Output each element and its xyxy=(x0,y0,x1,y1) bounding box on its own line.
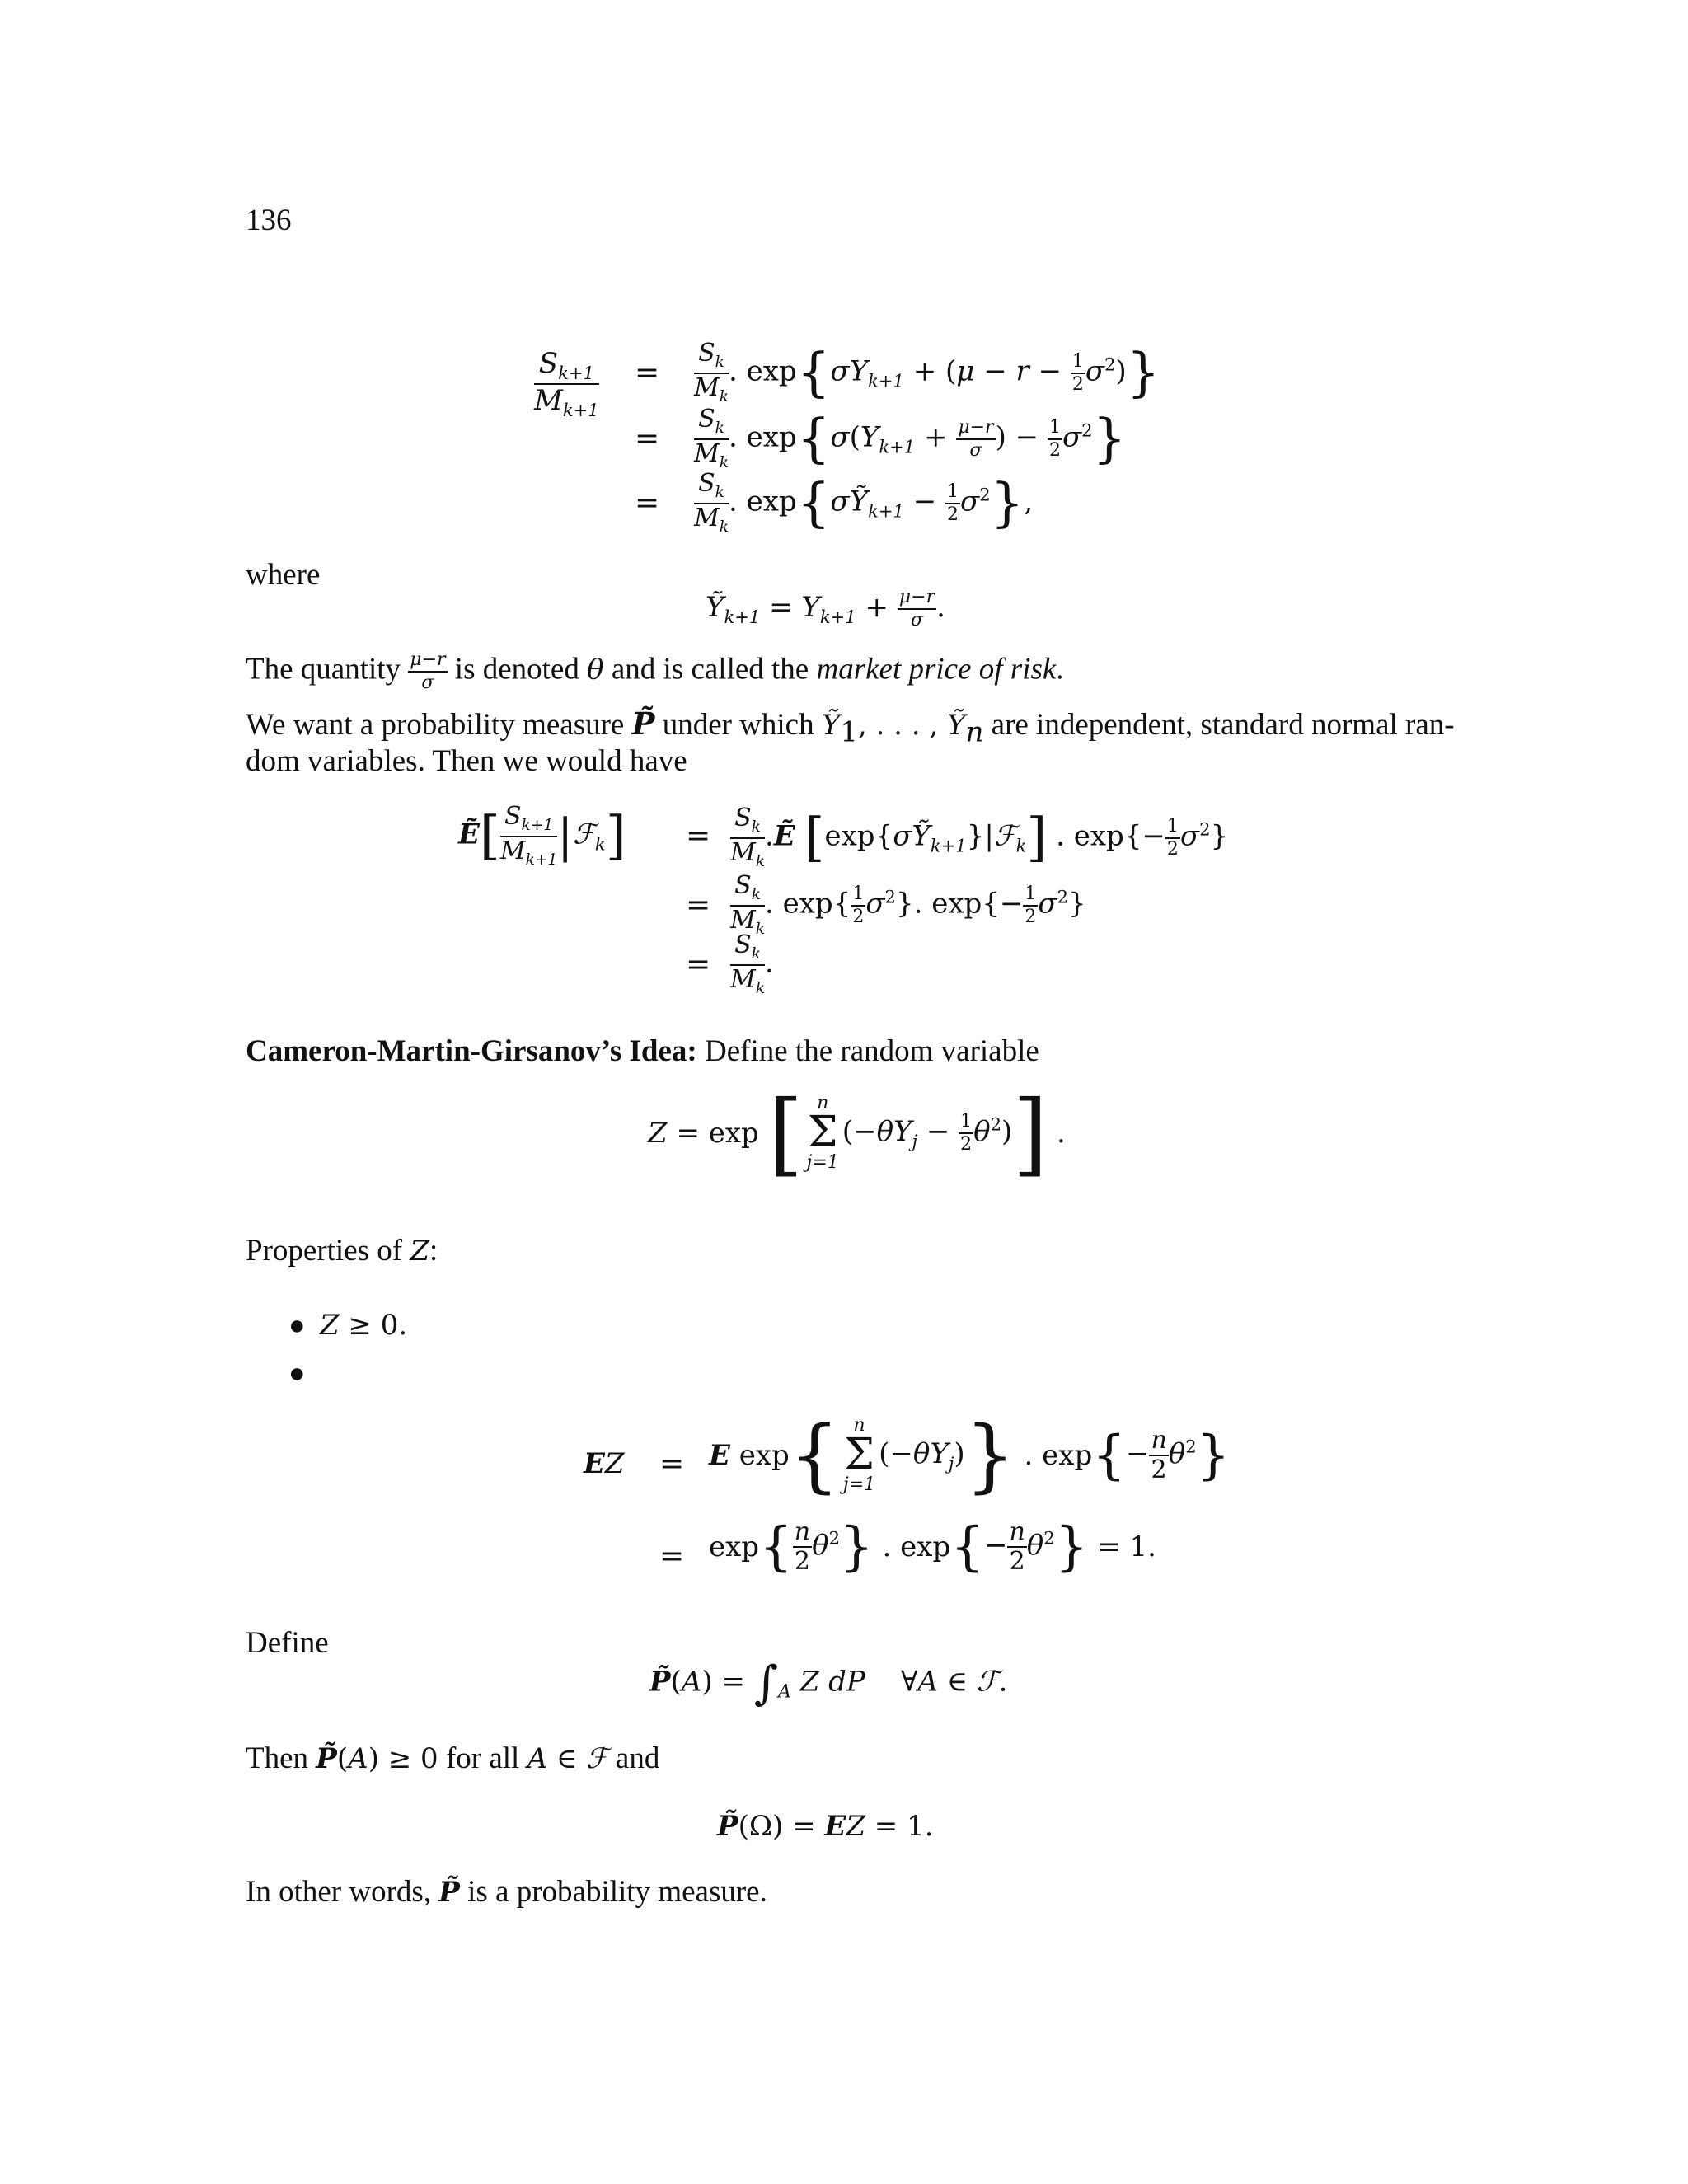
text-fragment: Properties of xyxy=(246,1234,403,1268)
equation-p-tilde-definition: P̃(A) = $\int_A$ Z dP ∀A ∈ ℱ. xyxy=(649,1657,1008,1710)
eq3-line2: exp{ $\frac{n}{2}$ $\theta^2$} . exp{− $\frac{n}{2}$ $\theta^2\} = 1$. xyxy=(709,1516,1156,1577)
market-price-of-risk-sentence: The quantity $\frac{\mu-r}{\sigma}$ is denoted θ and is called the market price of risk. xyxy=(246,649,1064,693)
equals-sign: = xyxy=(635,356,660,390)
term-market-price-of-risk: market price of risk xyxy=(816,652,1057,687)
text-fragment: are independent, standard normal ran- xyxy=(991,708,1455,742)
eq2-line2: $\frac{S_k}{M_k}$ . exp{ $\frac{1}{2}$ $\sigma^2$}. exp{− $\frac{1}{2}$ $\sigma^2$} xyxy=(730,871,1086,938)
equals-sign: = xyxy=(659,1540,685,1573)
text-fragment: Then xyxy=(246,1741,309,1775)
eq1-line1: $\frac{S_k}{M_k}$ . $\exp\{\sigma Y_{k+1} + (\mu - r$ − $\frac{1}{2}$ $\sigma^2$)} xyxy=(694,339,1160,405)
equals-sign: = xyxy=(635,486,660,520)
eq1-line3: $\frac{S_k}{M_k}$ . exp{σỸ$_{k+1}$ − $\frac{1}{2}$ $\sigma^2$}, xyxy=(694,469,1034,536)
then-line: Then P̃(A) ≥ 0 for all A ∈ ℱ and xyxy=(246,1741,660,1775)
equals-sign: = xyxy=(635,422,660,456)
where-label: where xyxy=(246,558,321,592)
text-fragment: for all xyxy=(445,1741,520,1775)
page-number: 136 xyxy=(246,204,292,237)
equals-sign: = xyxy=(686,819,711,853)
eq1-line2: $\frac{S_k}{M_k}$ . $\exp\{\sigma(Y_{k+1}$ + $\frac{\mu-r}{\sigma}$ ) − $\frac{1}{2}$ $\sigma^2$} xyxy=(694,405,1127,471)
text-fragment: under which xyxy=(662,708,814,742)
conclusion-line: In other words, P̃ is a probability measure. xyxy=(246,1875,767,1909)
probability-measure-sentence: We want a probability measure P̃ under which Ỹ$_1$, . . . , Ỹ$_n$ are independent, standard normal ran- xyxy=(246,705,1455,749)
equals-sign: = xyxy=(659,1447,685,1481)
text-fragment: We want a probability measure xyxy=(246,708,625,742)
text-fragment: and is called the xyxy=(611,652,809,687)
equals-sign: = xyxy=(686,888,711,922)
text-fragment: Define the random variable xyxy=(705,1034,1039,1068)
bullet-icon: ● xyxy=(288,1310,306,1341)
text-fragment: The quantity xyxy=(246,652,401,687)
text-fragment: In other words, xyxy=(246,1875,432,1909)
text-fragment: is denoted xyxy=(454,652,579,687)
property-z-nonnegative: Z ≥ 0. xyxy=(320,1309,408,1342)
girsanov-idea-line xyxy=(246,1033,1039,1070)
eq2-line3: $\frac{S_k}{M_k}$ . xyxy=(730,930,774,997)
bullet-icon: ● xyxy=(288,1358,306,1389)
eq2-line1: $\frac{S_k}{M_k}$ .Ẽ [exp{σỸ$_{k+1}$}|ℱ$_k$] . exp{− $\frac{1}{2}$ $\sigma^2$} xyxy=(730,804,1229,870)
equation-z-definition: Z = exp [ n Σ j=1 ($-\theta Y_j$ − $\frac{1}{2}$ $\theta^2$)] . xyxy=(648,1080,1066,1186)
properties-line: Properties of Z: xyxy=(246,1234,438,1268)
equation-y-tilde-definition: Ỹ$_{k+1}$ = $Y_{k+1}$ + $\frac{\mu-r}{\sigma}$ . xyxy=(706,587,945,630)
define-label: Define xyxy=(246,1626,329,1660)
equation-p-tilde-omega: P̃(Ω) = EZ = 1. xyxy=(717,1810,934,1843)
conditional-expectation-lhs: Ẽ[ $\frac{S_{k+1}}{M_{k+1}}$ |ℱ$_k$] xyxy=(458,802,626,869)
equals-sign: = xyxy=(686,948,711,982)
idea-heading: Cameron-Martin-Girsanov’s Idea: xyxy=(246,1034,697,1068)
eq3-line1: E exp{ n Σ j=1 $(-\theta Y_j)$} . exp{− $\frac{n}{2}$ $\theta^2$} xyxy=(709,1409,1231,1502)
ez-lhs: EZ xyxy=(584,1447,625,1480)
text-fragment: and xyxy=(615,1741,660,1775)
probability-measure-line2: dom variables. Then we would have xyxy=(246,744,687,778)
text-fragment: is a probability measure. xyxy=(467,1875,767,1909)
lhs-fraction: $\frac{S_{k+1}}{M_{k+1}}$ xyxy=(534,347,599,420)
